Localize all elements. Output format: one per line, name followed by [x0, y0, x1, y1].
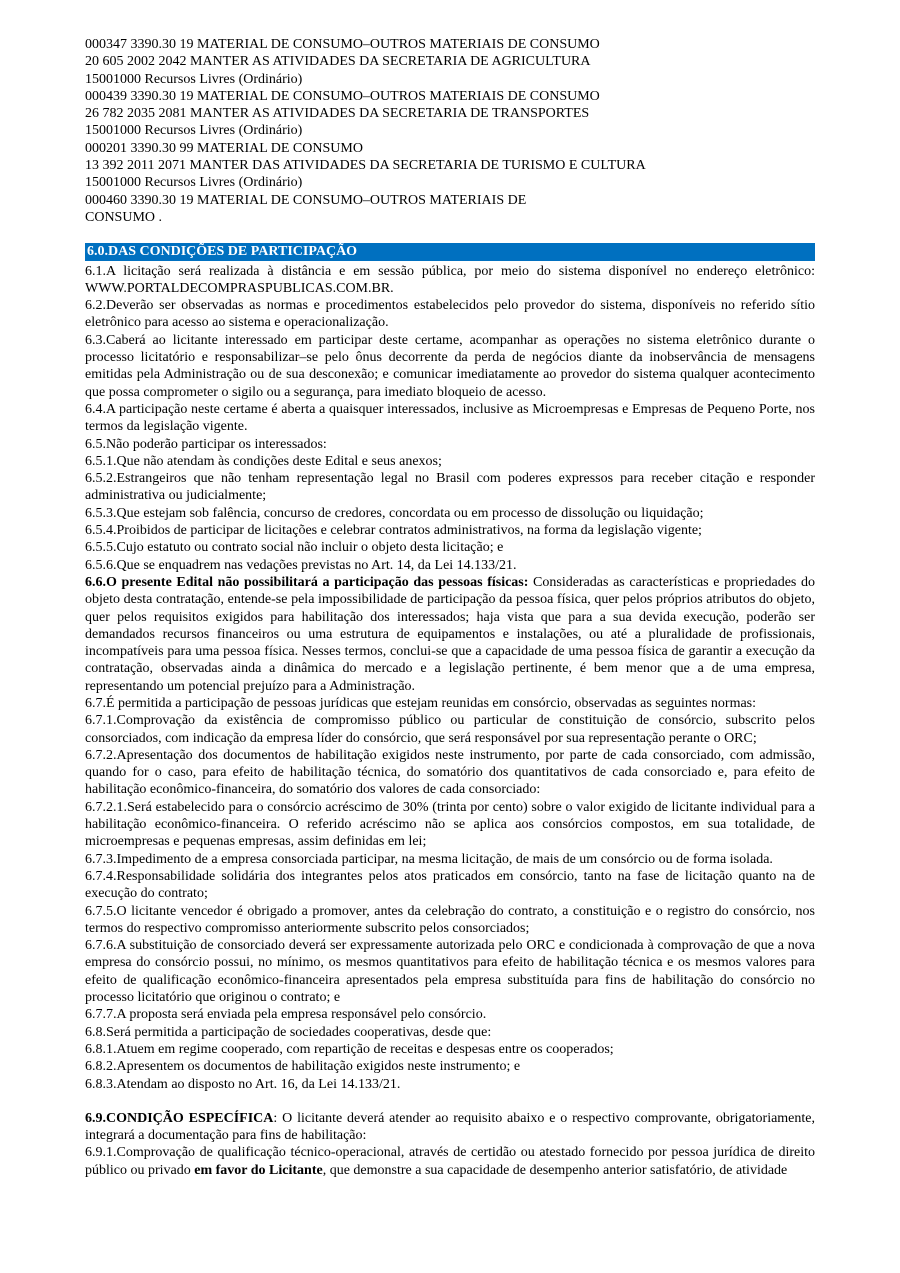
- paragraph-bold-text: 6.6.O presente Edital não possibilitará a participação das pessoas físicas:: [85, 574, 529, 590]
- paragraph-text: 6.7.2.1.Será estabelecido para o consórcio acréscimo de 30% (trinta por cento) sobre o valor exigido de licitante individual para a habilitação econômico-financeira. O referido acréscimo não se aplica aos consórcios compostos, em sua totalidade, de microempresas e pequenas empresas, assim definidas em lei;: [85, 799, 815, 850]
- paragraph: [85, 505, 815, 522]
- paragraph-text: 6.7.6.A substituição de consorciado deverá ser expressamente autorizada pelo ORC e condicionada à comprovação de que a nova empresa do consórcio possui, no mínimo, os mesmos quantitativos para efeito de habilitação técnica e os mesmos valores para efeito de qualificação econômico-financeira apresentados pela empresa substituída para fins de habilitação do consórcio no processo licitatório que originou o contrato; e: [85, 938, 815, 1006]
- paragraph-text: 6.1.A licitação será realizada à distância e em sessão pública, por meio do sistema disponível no endereço eletrônico: WWW.PORTALDECOMPRASPUBLICAS.COM.BR.: [85, 263, 815, 296]
- paragraph: [85, 1110, 815, 1145]
- paragraph: [85, 747, 815, 799]
- paragraph-text: 6.9.1.Comprovação de qualificação técnico-operacional, através de certidão ou atestado fornecido por pessoa jurídica de direito público ou privado: [85, 1145, 815, 1178]
- paragraph-bold-text: em favor do Licitante: [194, 1162, 323, 1178]
- paragraph-text: 6.5.Não poderão participar os interessados:: [85, 436, 327, 452]
- paragraph-text: 6.3.Caberá ao licitante interessado em participar deste certame, acompanhar as operações no sistema eletrônico durante o processo licitatório e responsabilizar–se pelo ônus decorrente da perda de negócios diante da inobservância de mensagens emitidas pela Administração ou de sua desconexão; e comunicar imediatamente ao provedor do sistema qualquer acontecimento que possa comprometer o sigilo ou a segurança, para imediato bloqueio de acesso.: [85, 332, 815, 400]
- paragraph: [85, 903, 815, 938]
- paragraph-bold-text: 6.9.CONDIÇÃO ESPECÍFICA: [85, 1110, 274, 1126]
- budget-lines: [85, 36, 815, 226]
- paragraph-text: 6.5.2.Estrangeiros que não tenham representação legal no Brasil com poderes expressos para receber citação e responder administrativa ou judicialmente;: [85, 471, 815, 504]
- paragraph-text: 6.5.3.Que estejam sob falência, concurso de credores, concordata ou em processo de dissolução ou liquidação;: [85, 505, 704, 521]
- paragraph: [85, 574, 815, 695]
- paragraph: [85, 263, 815, 298]
- paragraph: [85, 712, 815, 747]
- paragraph: [85, 539, 815, 556]
- paragraph: [85, 1006, 815, 1023]
- paragraph-text: 6.5.6.Que se enquadrem nas vedações previstas no Art. 14, da Lei 14.133/21.: [85, 557, 517, 573]
- paragraphs-container: [85, 263, 815, 1179]
- budget-line: CONSUMO .: [85, 209, 163, 225]
- paragraph: [85, 1041, 815, 1058]
- paragraph: [85, 470, 815, 505]
- paragraph-text: 6.7.5.O licitante vencedor é obrigado a promover, antes da celebração do contrato, a constituição e o registro do consórcio, nos termos do respectivo compromisso anteriormente subscrito pelos consorciados;: [85, 903, 815, 936]
- paragraph-text: 6.8.1.Atuem em regime cooperado, com repartição de receitas e despesas entre os cooperados;: [85, 1041, 614, 1057]
- paragraph-text: , que demonstre a sua capacidade de desempenho anterior satisfatório, de atividade: [322, 1162, 788, 1178]
- paragraph: [85, 436, 815, 453]
- budget-line: 000347 3390.30 19 MATERIAL DE CONSUMO–OUTROS MATERIAIS DE CONSUMO: [85, 37, 600, 52]
- paragraph-text: 6.5.1.Que não atendam às condições deste Edital e seus anexos;: [85, 453, 442, 469]
- paragraph-text: 6.2.Deverão ser observadas as normas e procedimentos estabelecidos pelo provedor do sistema, disponíveis no referido sítio eletrônico para acesso ao sistema e operacionalização.: [85, 298, 815, 331]
- budget-line: 15001000 Recursos Livres (Ordinário): [85, 71, 303, 87]
- paragraph-text: 6.8.2.Apresentem os documentos de habilitação exigidos neste instrumento; e: [85, 1059, 521, 1075]
- paragraph-text: 6.8.Será permitida a participação de sociedades cooperativas, desde que:: [85, 1024, 492, 1040]
- paragraph-text: 6.7.1.Comprovação da existência de compromisso público ou particular de constituição de consórcio, subscrito pelos consorciados, com indicação da empresa líder do consórcio, que será responsável por sua representação perante o ORC;: [85, 713, 815, 746]
- paragraph-text: : O licitante deverá atender ao requisito abaixo e o respectivo comprovante, obrigatoriamente, integrará a documentação para fins de habilitação:: [85, 1110, 815, 1144]
- paragraph: [85, 332, 815, 401]
- paragraph: [85, 868, 815, 903]
- paragraph: [85, 1058, 815, 1075]
- section-header-label: 6.0.DAS CONDIÇÕES DE PARTICIPAÇÃO: [87, 244, 358, 260]
- paragraph: [85, 297, 815, 332]
- paragraph: [85, 851, 815, 868]
- paragraph: [85, 522, 815, 539]
- paragraph-text: 6.5.4.Proibidos de participar de licitações e celebrar contratos administrativos, na forma da legislação vigente;: [85, 523, 702, 539]
- budget-line: 000460 3390.30 19 MATERIAL DE CONSUMO–OUTROS MATERIAIS DE: [85, 192, 527, 208]
- paragraph: [85, 695, 815, 712]
- paragraph-text: 6.7.É permitida a participação de pessoas jurídicas que estejam reunidas em consórcio, observadas as seguintes normas:: [85, 695, 757, 711]
- paragraph-text: 6.7.2.Apresentação dos documentos de habilitação exigidos neste instrumento, por parte de cada consorciado, com admissão, quando for o caso, para efeito de habilitação técnica, do somatório dos quantitativos de cada consorciado e, para efeito de habilitação econômico-financeira, do somatório dos valores de cada consorciado:: [85, 747, 815, 798]
- budget-line: 15001000 Recursos Livres (Ordinário): [85, 123, 303, 139]
- paragraph-text: 6.8.3.Atendam ao disposto no Art. 16, da Lei 14.133/21.: [85, 1076, 401, 1092]
- paragraph-text: 6.5.5.Cujo estatuto ou contrato social não incluir o objeto desta licitação; e: [85, 540, 504, 556]
- paragraph: [85, 453, 815, 470]
- paragraph: [85, 557, 815, 574]
- paragraph: [85, 1076, 815, 1093]
- paragraph-text: 6.7.4.Responsabilidade solidária dos integrantes pelos atos praticados em consórcio, tanto na fase de licitação quanto na de execução do contrato;: [85, 868, 815, 902]
- paragraph-text: Consideradas as características e propriedades do objeto desta contratação, entende-se pela impossibilidade de participação da pessoa física, quer pelos próprios atributos do objeto, quer pelos requisitos exigidos para habilitação dos interessados; haja vista que para a sua devida execução, poderão ser demandados recursos financeiros ou uma estrutura de equipamentos e instalações, ou até a pluralidade de profissionais, incompatíveis para uma pessoa física. Nesses termos, conclui-se que a capacidade de uma pessoa física de garantir a execução da contratação, observadas ainda a dinâmica do mercado e a legislação pertinente, é bem menor que a de uma empresa, representando um potencial prejuízo para a Administração.: [85, 574, 815, 694]
- section-header: [85, 243, 815, 260]
- budget-line: 20 605 2002 2042 MANTER AS ATIVIDADES DA SECRETARIA DE AGRICULTURA: [85, 54, 591, 70]
- budget-line: 000201 3390.30 99 MATERIAL DE CONSUMO: [85, 140, 363, 156]
- budget-line: 13 392 2011 2071 MANTER DAS ATIVIDADES DA SECRETARIA DE TURISMO E CULTURA: [85, 158, 646, 174]
- paragraph-text: 6.7.3.Impedimento de a empresa consorciada participar, na mesma licitação, de mais de um consórcio ou de forma isolada.: [85, 851, 773, 867]
- paragraph-text: 6.4.A participação neste certame é aberta a quaisquer interessados, inclusive as Microempresas e Empresas de Pequeno Porte, nos termos da legislação vigente.: [85, 401, 815, 435]
- budget-line: 26 782 2035 2081 MANTER AS ATIVIDADES DA SECRETARIA DE TRANSPORTES: [85, 106, 590, 122]
- paragraph: [85, 1144, 815, 1179]
- budget-line: 000439 3390.30 19 MATERIAL DE CONSUMO–OUTROS MATERIAIS DE CONSUMO: [85, 88, 600, 104]
- paragraph: [85, 799, 815, 851]
- budget-line: 15001000 Recursos Livres (Ordinário): [85, 175, 303, 191]
- paragraph: [85, 937, 815, 1006]
- paragraph-text: 6.7.7.A proposta será enviada pela empresa responsável pelo consórcio.: [85, 1007, 487, 1023]
- paragraph: [85, 401, 815, 436]
- paragraph: [85, 1024, 815, 1041]
